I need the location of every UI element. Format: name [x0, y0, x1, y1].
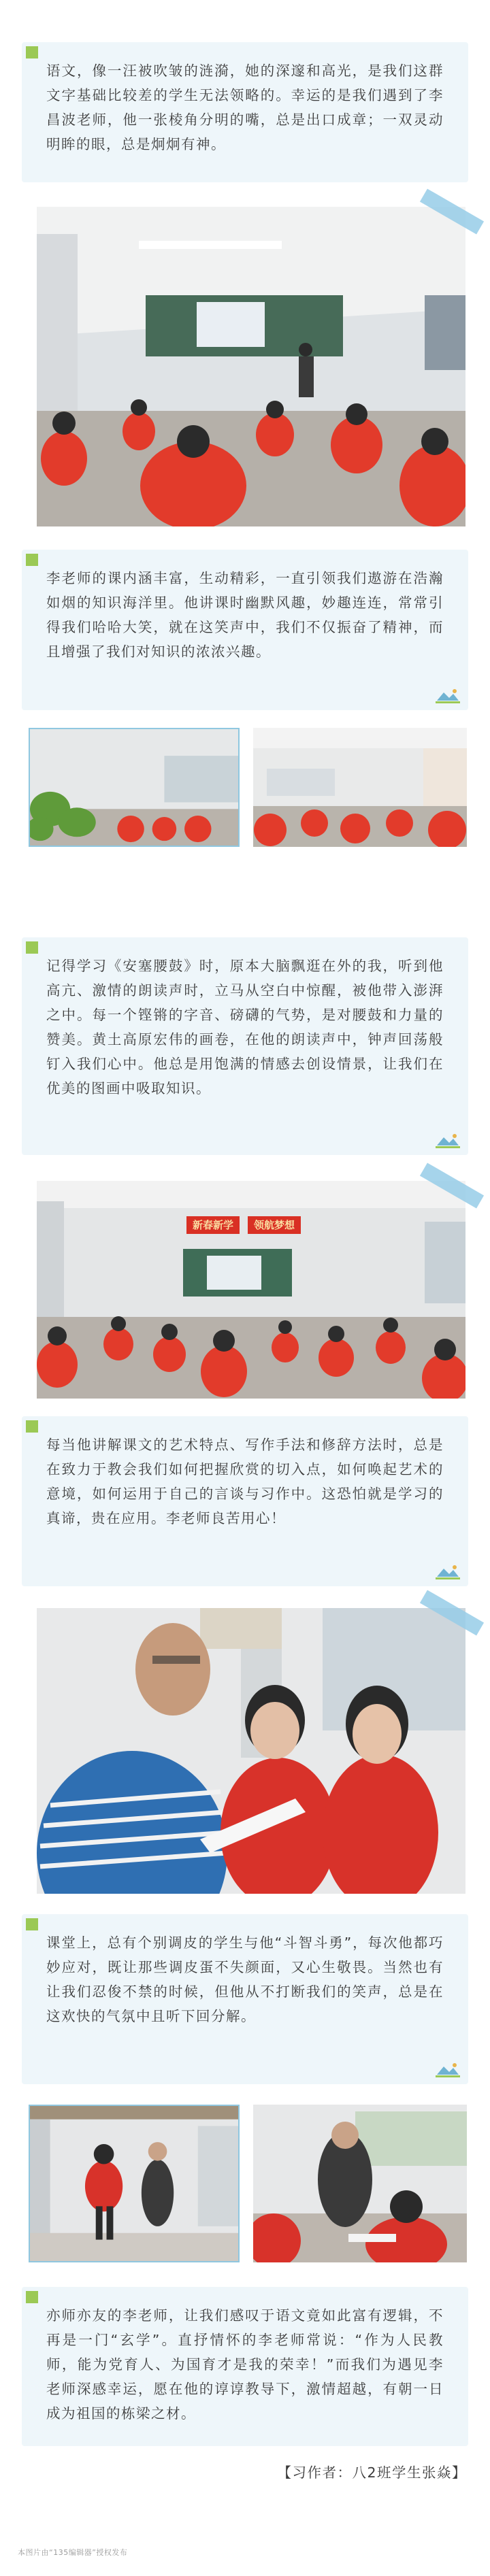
photo-teacher-students	[37, 1608, 466, 1894]
mountain-logo-icon	[434, 1132, 461, 1150]
footer-credit: 本图片由“135编辑器”授权发布	[18, 2548, 128, 2557]
paragraph-6: 亦师亦友的李老师，让我们感叹于语文竟如此富有逻辑，不再是一门“玄学”。直抒情怀的李老师常说：“作为人民教师，能为党育人、为国育才是我的荣幸！”而我们为遇见李老师深感幸运，愿在他的谆谆教导下，激情超越，有朝一日成为祖国的栋梁之材。	[46, 2307, 444, 2422]
corner-accent	[26, 1918, 38, 1930]
corner-accent	[26, 941, 38, 954]
corner-accent	[26, 2291, 38, 2303]
mountain-logo-icon	[434, 2061, 461, 2079]
photo-classroom-wide	[37, 207, 466, 526]
photo-classroom-banner	[37, 1181, 466, 1399]
text-card-2	[22, 550, 468, 710]
paragraph-5: 课堂上，总有个别调皮的学生与他“斗智斗勇”，每次他都巧妙应对，既让那些调皮蛋不失颜面，又心生敬畏。当然也有让我们忍俊不禁的时候，但他从不打断我们的笑声，总是在这欢快的气氛中且听下回分解。	[46, 1935, 444, 2024]
paragraph-2: 李老师的课内涵丰富，生动精彩，一直引领我们遨游在浩瀚如烟的知识海洋里。他讲课时幽默风趣，妙趣连连，常常引得我们哈哈大笑，就在这笑声中，我们不仅振奋了精神，而且增强了我们对知识的浓浓兴趣。	[46, 570, 444, 660]
text-card-6	[22, 2287, 468, 2446]
photo-teacher-desk	[253, 2105, 467, 2262]
text-card-3	[22, 937, 468, 1155]
paragraph-3: 记得学习《安塞腰鼓》时，原本大脑飘逛在外的我，听到他高亢、激情的朗读声时，立马从空白中惊醒，被他带入澎湃之中。每一个铿锵的字音、磅礴的气势，是对腰鼓和力量的赞美。黄土高原宏伟的画卷，在他的朗读声中，钟声回荡般钉入我们心中。他总是用饱满的情感去创设情景，让我们在优美的图画中吸取知识。	[46, 958, 444, 1097]
banner-right: 领航梦想	[248, 1216, 301, 1234]
corner-accent	[26, 46, 38, 58]
paragraph-4: 每当他讲解课文的艺术特点、写作手法和修辞方法时，总是在致力于教会我们如何把握欣赏的切入点，如何唤起艺术的意境，如何运用于自己的言谈与习作中。这恐怕就是学习的真谛，贵在应用。李老师良苦用心！	[46, 1437, 444, 1526]
corner-accent	[26, 1420, 38, 1433]
paragraph-1: 语文，像一汪被吹皱的涟漪，她的深邃和高光，是我们这群文字基础比较差的学生无法领略的。幸运的是我们遇到了李昌波老师，他一张棱角分明的嘴，总是出口成章；一双灵动明眸的眼，总是炯炯有神。	[46, 63, 444, 152]
photo-classroom-rows	[253, 728, 467, 847]
author-signature: 【习作者：八2班学生张焱】	[277, 2464, 467, 2481]
photo-classroom-plant	[29, 728, 240, 847]
mountain-logo-icon	[434, 687, 461, 705]
banner-left: 新春新学	[186, 1216, 240, 1234]
text-card-5	[22, 1914, 468, 2084]
text-card-1	[22, 42, 468, 182]
corner-accent	[26, 554, 38, 566]
text-card-4	[22, 1416, 468, 1586]
mountain-logo-icon	[434, 1563, 461, 1581]
photo-corridor	[29, 2105, 240, 2262]
